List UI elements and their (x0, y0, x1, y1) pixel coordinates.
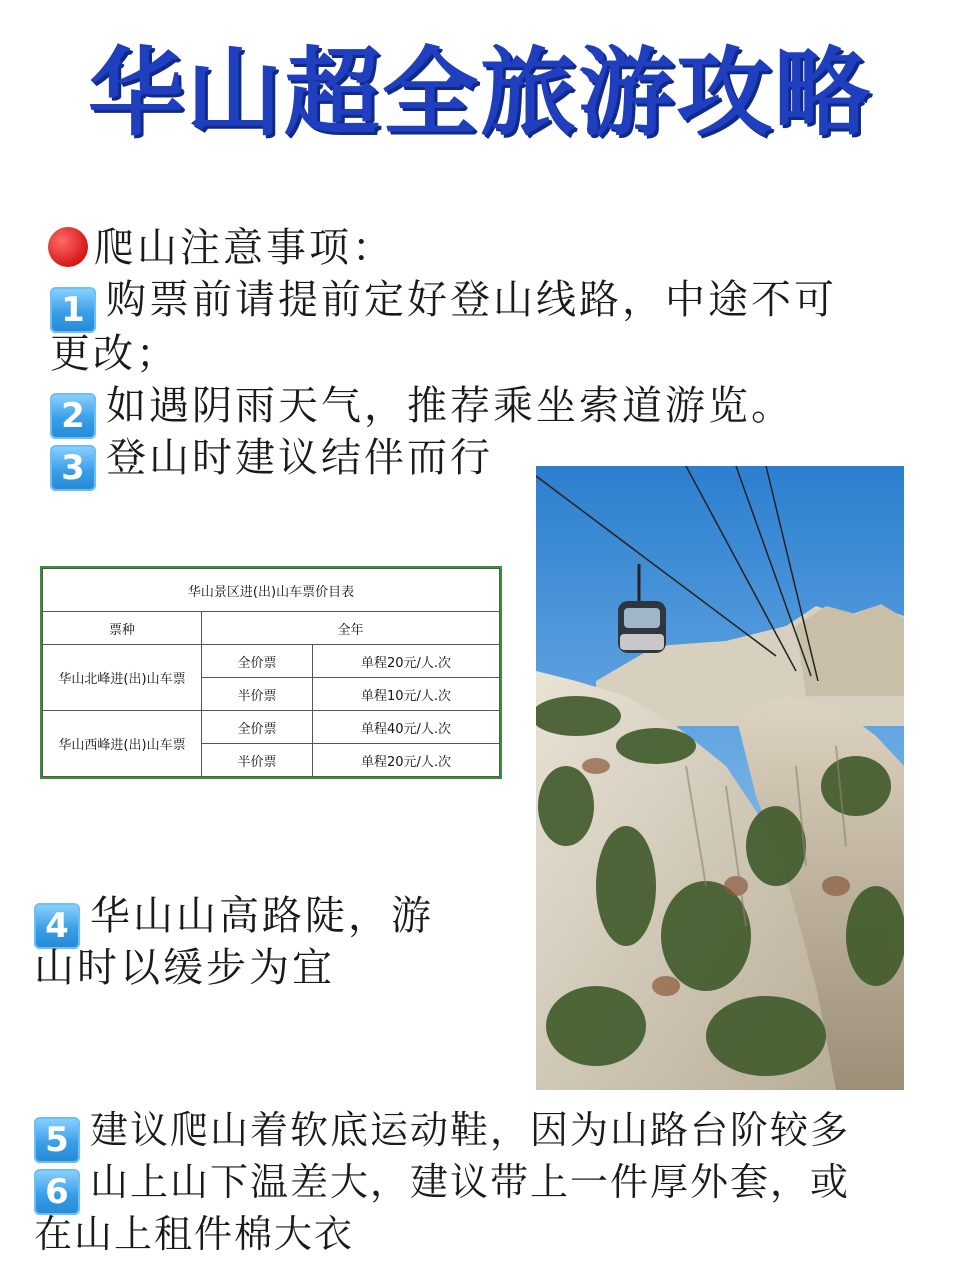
tip-4-cont (34, 942, 335, 994)
ticket-kind: 半价票 (202, 678, 313, 711)
ticket-kind: 半价票 (202, 744, 313, 777)
cable-car-mountain-photo (536, 466, 904, 1090)
tip-1 (50, 274, 837, 333)
page-title: 华山超全旅游攻略 (88, 37, 872, 149)
tip-4-line1: 华山山高路陡，游 (90, 893, 434, 939)
number-4-icon: 4 (34, 903, 80, 949)
number-6-icon: 6 (34, 1169, 80, 1215)
tip-3 (50, 432, 493, 491)
ticket-kind: 全价票 (202, 645, 313, 678)
tip-4-line2: 山时以缓步为宜 (34, 945, 335, 991)
ticket-kind: 全价票 (202, 711, 313, 744)
route-name: 华山西峰进(出)山车票 (43, 711, 202, 777)
tip-2 (50, 380, 794, 439)
tip-2-text: 如遇阴雨天气，推荐乘坐索道游览。 (106, 383, 794, 429)
tip-4 (34, 890, 434, 949)
table-caption: 华山景区进(出)山车票价目表 (43, 569, 500, 612)
ticket-price: 单程40元/人.次 (313, 711, 500, 744)
red-circle-icon (48, 227, 88, 267)
number-5-icon: 5 (34, 1117, 80, 1163)
tip-3-text: 登山时建议结伴而行 (106, 435, 493, 481)
tip-1-line1: 购票前请提前定好登山线路，中途不可 (106, 277, 837, 323)
tip-6 (34, 1156, 850, 1215)
number-2-icon: 2 (50, 393, 96, 439)
tip-6-line1: 山上山下温差大，建议带上一件厚外套，或 (90, 1160, 851, 1204)
table-row (43, 711, 500, 744)
ticket-price-table (42, 568, 500, 777)
number-3-icon: 3 (50, 445, 96, 491)
tip-1-line2: 更改； (50, 331, 179, 377)
heading-line (48, 222, 395, 274)
tip-6-cont (34, 1208, 354, 1260)
table-header-season: 全年 (202, 612, 500, 645)
number-1-icon: 1 (50, 287, 96, 333)
ticket-price: 单程10元/人.次 (313, 678, 500, 711)
heading-text: 爬山注意事项： (94, 225, 395, 271)
ticket-price: 单程20元/人.次 (313, 645, 500, 678)
route-name: 华山北峰进(出)山车票 (43, 645, 202, 711)
table-header-type: 票种 (43, 612, 202, 645)
ticket-price: 单程20元/人.次 (313, 744, 500, 777)
tip-6-line2: 在山上租件棉大衣 (34, 1212, 355, 1256)
tip-5 (34, 1104, 850, 1163)
tip-1-cont (50, 328, 179, 380)
table-row (43, 645, 500, 678)
tip-5-text: 建议爬山着软底运动鞋，因为山路台阶较多 (90, 1108, 851, 1152)
